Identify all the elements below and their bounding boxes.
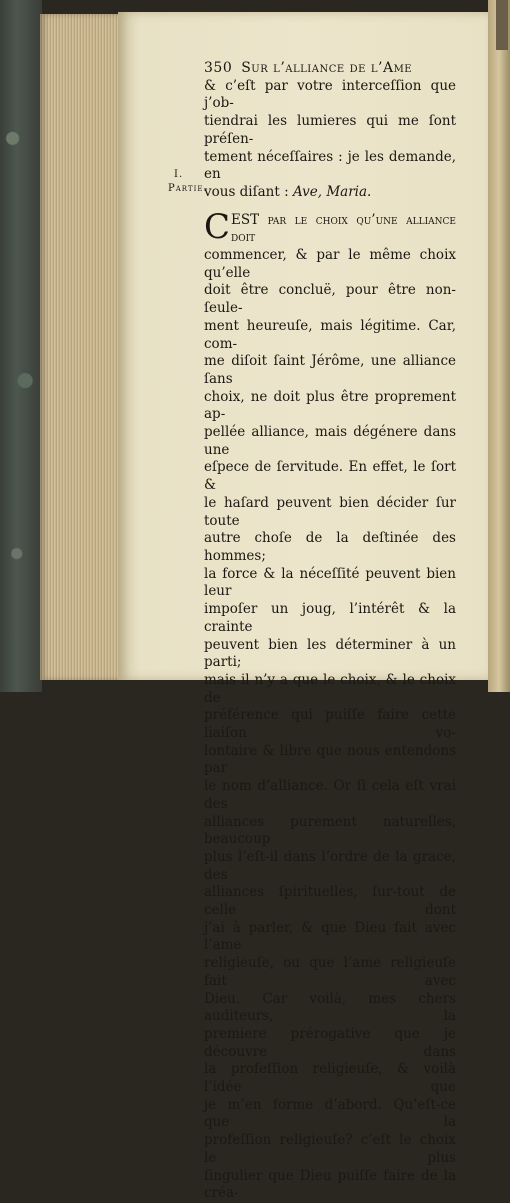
intro-paragraph <box>204 78 456 202</box>
body-line: ſingulier que Dieu puiſſe faire de la créa- <box>204 1167 456 1202</box>
body-line: pellée alliance, mais dégénere dans une <box>204 424 456 458</box>
page-stack-edges <box>40 14 120 680</box>
book-cover-edge <box>0 0 42 692</box>
body-line: me diſoit ſaint Jérôme, une alliance ſans <box>204 353 456 387</box>
intro-line: vous diſant : Ave, Maria. <box>204 183 372 200</box>
body-line: doit être concluë, pour être non-ſeule- <box>204 282 456 317</box>
main-paragraph <box>204 206 456 1203</box>
body-line: choix, ne doit plus être proprement ap- <box>204 388 456 423</box>
body-line: lontaire & libre que nous entendons par <box>204 742 456 777</box>
body-line: j’ai à parler, & que Dieu fait avec l’ame <box>204 919 456 954</box>
intro-line: tement néceſſaires : je les demande, en <box>204 148 456 183</box>
body-line: alliances ſpirituelles, ſur-tout de celle dont <box>204 884 456 919</box>
body-line: profeſſion religieuſe? c’eſt le choix le plus <box>204 1132 456 1166</box>
page-number: 350 <box>204 60 233 76</box>
facing-page-edge <box>488 0 510 692</box>
body-line: préférence qui puiſſe faire cette liaiſon vo- <box>204 707 456 742</box>
body-line: impoſer un joug, l’intérêt & la crainte <box>204 601 456 635</box>
body-line: peuvent bien les déterminer à un parti; <box>204 636 456 671</box>
body-line: la profeſſion religieuſe, & voilà l’idée que <box>204 1061 456 1096</box>
first-line-text: EST par le choix qu’une alliance doit <box>231 211 456 246</box>
body-line: je m’en forme d’abord. Qu’eſt-ce que la <box>204 1096 456 1131</box>
body-line: ment heureuſe, mais légitime. Car, com- <box>204 317 456 352</box>
body-line: plus l’eſt-il dans l’ordre de la grace, des <box>204 848 456 883</box>
body-lines <box>204 247 456 1203</box>
part-label: Partie. <box>168 183 208 194</box>
body-line: la force & la néceſſité peuvent bien leur <box>204 565 456 600</box>
intro-line: & c’eſt par votre interceſſion que j’ob- <box>204 77 456 112</box>
ave-maria-italic: Ave, Maria. <box>292 183 372 200</box>
running-head <box>204 60 456 78</box>
intro-line: tiendrai les lumieres qui me ſont préſen- <box>204 113 456 147</box>
body-line: eſpece de ſervitude. En effet, le ſort & <box>204 459 456 494</box>
facing-page-shadow <box>496 0 508 50</box>
body-line: autre choſe de la deſtinée des hommes; <box>204 530 456 564</box>
body-line: commencer, & par le même choix qu’elle <box>204 247 456 281</box>
body-line: le nom d’alliance. Or ſi cela eſt vrai des <box>204 778 456 812</box>
running-head-title: Sur l’alliance de l’Ame <box>241 60 413 76</box>
first-line <box>204 206 456 247</box>
part-marker <box>168 168 208 196</box>
body-line: alliances purement naturelles, beaucoup <box>204 813 456 848</box>
body-line: mais il n’y a que le choix, & le choix de <box>204 671 456 706</box>
body-line: premiere prérogative que je découvre dans <box>204 1025 456 1060</box>
body-line: religieuſe, ou que l’ame religieuſe fait avec <box>204 955 456 989</box>
body-line: le haſard peuvent bien décider ſur toute <box>204 494 456 529</box>
part-number: I. <box>174 169 184 180</box>
body-line: Dieu. Car voilà, mes chers auditeurs, la <box>204 990 456 1025</box>
drop-cap: C <box>204 206 231 247</box>
page-text <box>204 60 456 1203</box>
